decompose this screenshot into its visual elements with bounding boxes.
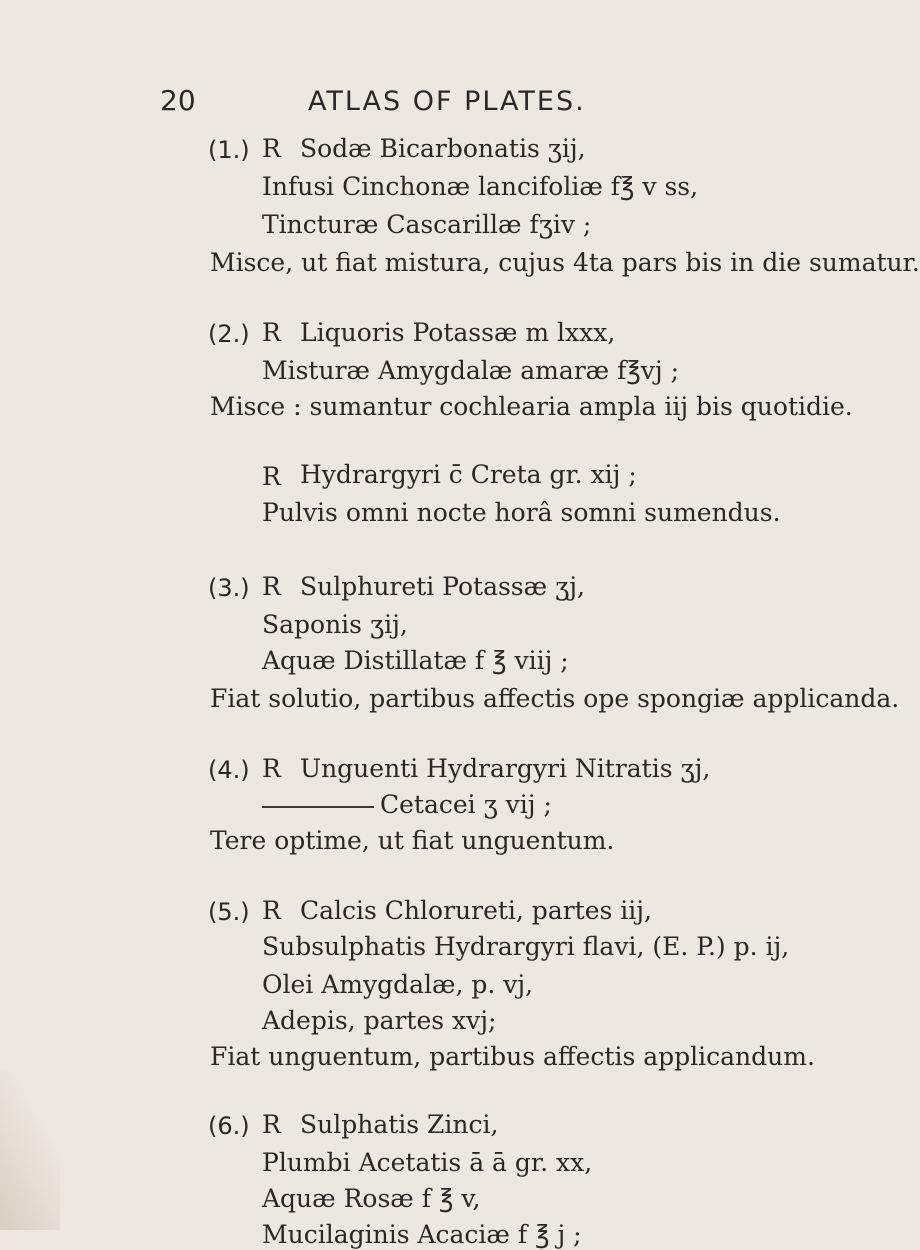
ditto-rule <box>262 806 374 808</box>
ingredient-line: Sulphureti Potassæ ʒj, <box>300 572 585 601</box>
ingredient-line: Plumbi Acetatis ā ā gr. xx, <box>262 1148 593 1177</box>
rx-symbol: R <box>262 896 281 925</box>
recipe-instruction: Tere optime, ut fiat unguentum. <box>210 826 615 855</box>
recipe-instruction: Misce : sumantur cochlearia ampla iij bis quotidie. <box>210 392 853 421</box>
page-number: 20 <box>160 84 196 117</box>
ingredient-line: Hydrargyri c̄ Creta gr. xij ; <box>300 460 637 489</box>
recipe-instruction: Pulvis omni nocte horâ somni sumendus. <box>262 498 781 527</box>
ingredient-line: Olei Amygdalæ, p. vj, <box>262 970 534 999</box>
ingredient-line: Misturæ Amygdalæ amaræ f℥vj ; <box>262 356 680 385</box>
running-title: ATLAS OF PLATES. <box>308 86 586 117</box>
recipe-number: (6.) <box>208 1112 250 1140</box>
rx-symbol: R <box>262 754 281 783</box>
ingredient-line: Mucilaginis Acaciæ f ℥ j ; <box>262 1220 582 1249</box>
ingredient-line: Saponis ʒij, <box>262 610 408 639</box>
ingredient-line: Tincturæ Cascarillæ fʒiv ; <box>262 210 592 239</box>
ingredient-line: Calcis Chlorureti, partes iij, <box>300 896 652 925</box>
rx-symbol: R <box>262 1110 281 1139</box>
recipe-number: (3.) <box>208 574 250 602</box>
ingredient-line: Infusi Cinchonæ lancifoliæ f℥ v ss, <box>262 172 699 201</box>
recipe-instruction: Fiat solutio, partibus affectis ope spongiæ applicanda. <box>210 684 900 713</box>
recipe-number: (1.) <box>208 136 250 164</box>
ingredient-line: Sodæ Bicarbonatis ʒij, <box>300 134 586 163</box>
ingredient-line: Sulphatis Zinci, <box>300 1110 499 1139</box>
ingredient-line: Subsulphatis Hydrargyri flavi, (E. P.) p. ij, <box>262 932 790 961</box>
recipe-number: (2.) <box>208 320 250 348</box>
recipe-instruction: Fiat unguentum, partibus affectis applicandum. <box>210 1042 815 1071</box>
rx-symbol: R <box>262 572 281 601</box>
ingredient-line: Aquæ Distillatæ f ℥ viij ; <box>262 646 569 675</box>
ingredient-line: Liquoris Potassæ m lxxx, <box>300 318 616 347</box>
rx-symbol: R <box>262 134 281 163</box>
rx-symbol: R <box>262 318 281 347</box>
recipe-number: (5.) <box>208 898 250 926</box>
page-edge-shadow <box>0 1070 60 1230</box>
ingredient-line: Adepis, partes xvj; <box>262 1006 497 1035</box>
ingredient-line: Unguenti Hydrargyri Nitratis ʒj, <box>300 754 711 783</box>
rx-symbol: R <box>262 462 281 491</box>
ingredient-line: Cetacei ʒ vij ; <box>380 790 552 819</box>
recipe-number: (4.) <box>208 756 250 784</box>
recipe-instruction: Misce, ut fiat mistura, cujus 4ta pars bis in die sumatur. <box>210 248 920 277</box>
ingredient-line: Aquæ Rosæ f ℥ v, <box>262 1184 481 1213</box>
